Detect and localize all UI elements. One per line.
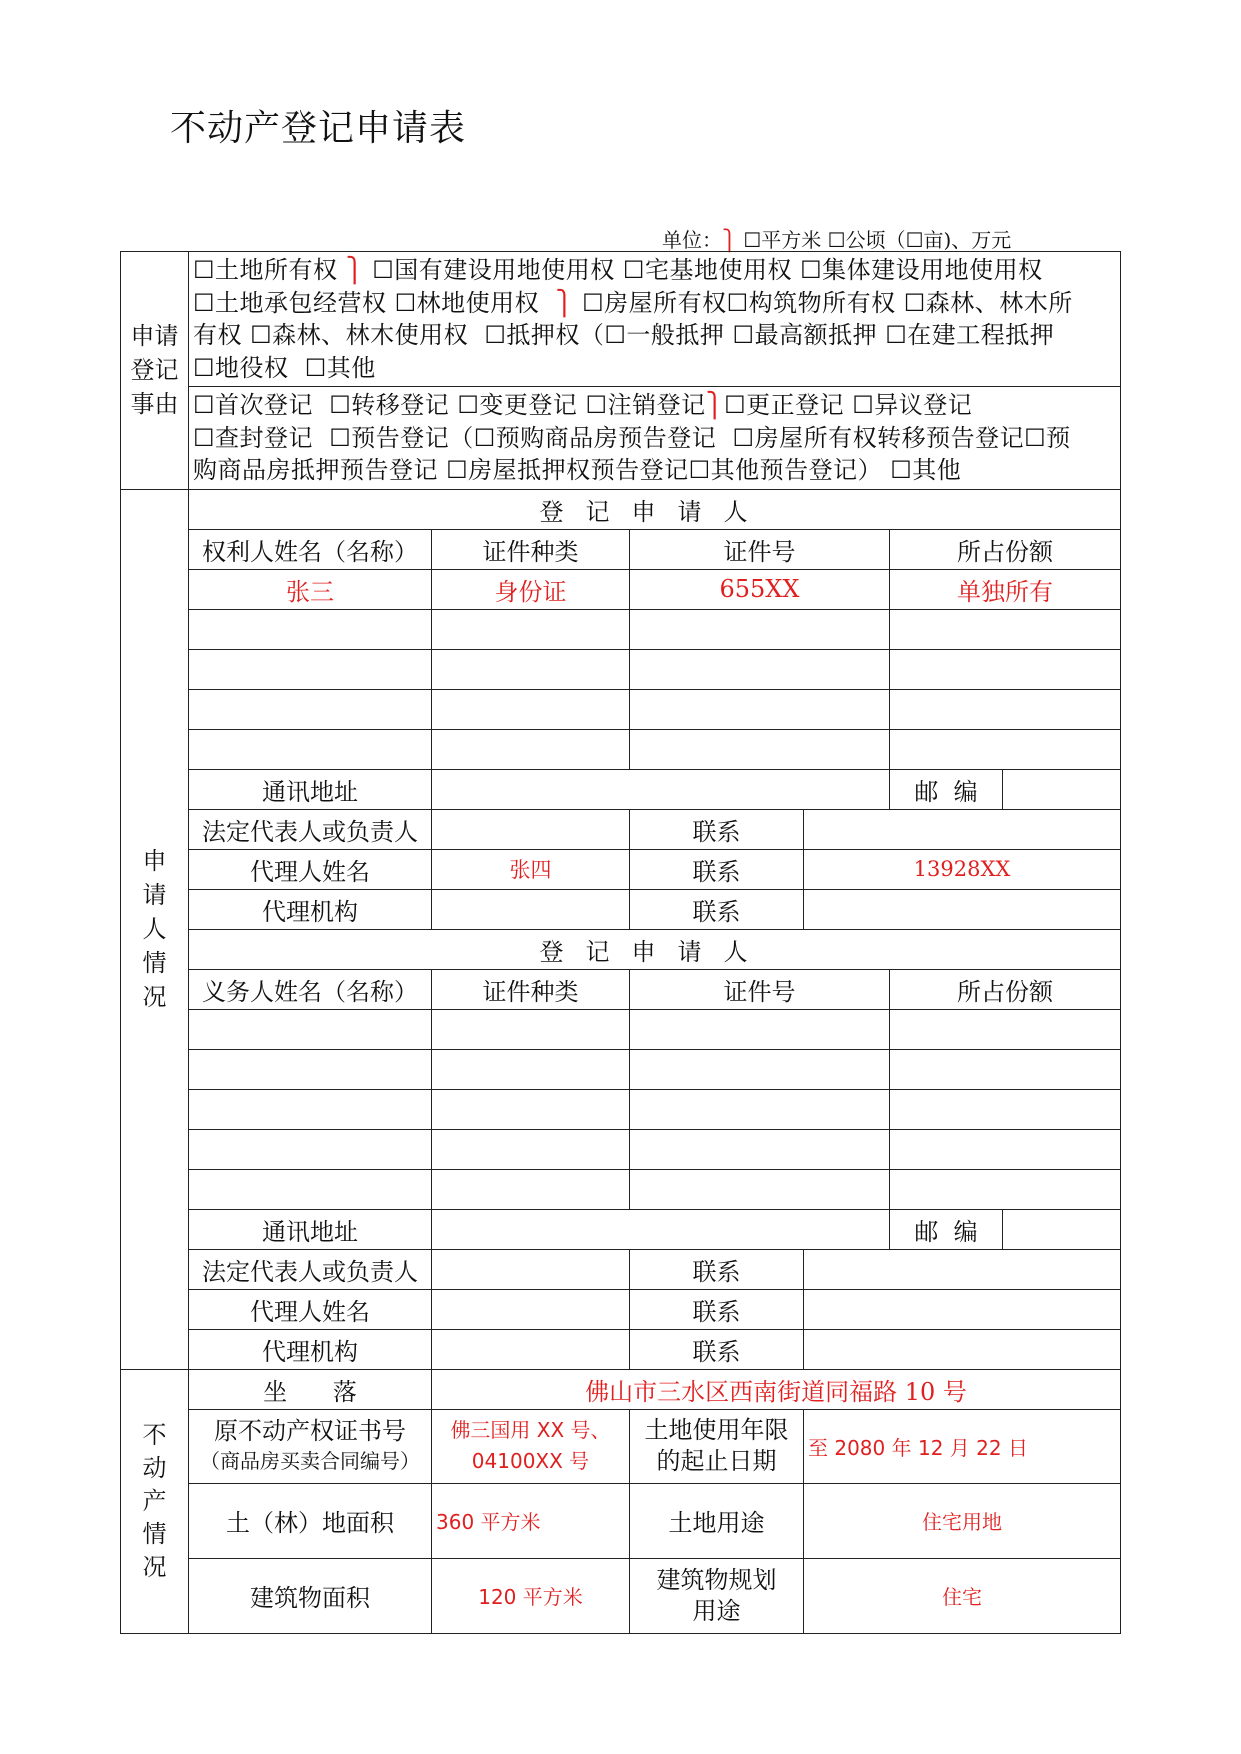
unit-mark: ⎫ [722,228,737,252]
page-title: 不动产登记申请表 [170,108,467,149]
postcode-label: 邮 编 [890,1209,1003,1249]
col-header-id-number: 证件号 [630,529,890,569]
location-label: 坐 落 [189,1369,432,1409]
holder-id-type-cell[interactable] [432,689,630,729]
obligor-id-type-cell[interactable] [432,1009,630,1049]
land-term-value[interactable]: 至 2080 年 12 月 22 日 [804,1409,1121,1483]
contact-label: 联系 [630,889,804,929]
postcode-label: 邮 编 [890,769,1003,809]
cert-number-value[interactable]: 佛三国用 XX 号、 04100XX 号 [432,1409,630,1483]
option-text[interactable]: ☐更正登记 ☐异议登记 [724,391,973,419]
building-use-value[interactable]: 住宅 [804,1558,1121,1633]
agent-label: 代理人姓名 [189,1289,432,1329]
cert-number-label: 原不动产权证书号 （商品房买卖合同编号） [189,1409,432,1483]
holder-id-type-cell[interactable] [432,649,630,689]
obligor-share-cell[interactable] [890,1049,1121,1089]
agency-label: 代理机构 [189,1329,432,1369]
contact-label: 联系 [630,849,804,889]
obligor-name-cell[interactable] [189,1049,432,1089]
building-area-value[interactable]: 120 平方米 [432,1558,630,1633]
table-row [121,1089,1121,1129]
option-text[interactable]: 购商品房抵押预告登记 ☐房屋抵押权预告登记☐其他预告登记） ☐其他 [193,456,962,484]
legal-rep-label: 法定代表人或负责人 [189,809,432,849]
agent-phone-field[interactable] [804,1289,1121,1329]
holder-id-type-cell[interactable] [432,609,630,649]
option-text[interactable]: ☐土地所有权 [193,256,338,284]
table-row [121,609,1121,649]
holder-id-number-cell[interactable] [630,689,890,729]
unit-prefix: 单位： [662,228,722,252]
holder-id-number-cell[interactable]: 655XX [630,569,890,609]
holder-id-number-cell[interactable] [630,649,890,689]
holder-id-type-cell[interactable]: 身份证 [432,569,630,609]
obligor-id-number-cell[interactable] [630,1129,890,1169]
contact-field[interactable] [804,809,1121,849]
holder-share-cell[interactable] [890,649,1121,689]
registration-type-option-line[interactable] [193,389,1116,422]
obligor-share-cell[interactable] [890,1089,1121,1129]
option-text[interactable]: ☐查封登记 ☐预告登记（☐预购商品房预告登记 ☐房屋所有权转移预告登记☐预 [193,423,1071,452]
contact-label: 联系 [630,1329,804,1369]
obligor-id-type-cell[interactable] [432,1049,630,1089]
table-row [121,1169,1121,1209]
obligor-share-cell[interactable] [890,1129,1121,1169]
agency-contact-field[interactable] [804,1329,1121,1369]
table-row [121,689,1121,729]
table-row [121,1129,1121,1169]
col-header-id-number: 证件号 [630,969,890,1009]
holder-name-cell[interactable]: 张三 [189,569,432,609]
reason-label: 申请 登记 事由 [121,252,189,490]
obligor-share-cell[interactable] [890,1169,1121,1209]
obligor-header: 登记申请人 [189,929,1121,969]
agency-contact-field[interactable] [804,889,1121,929]
unit-options[interactable]: ☐平方米 ☐公顷（☐亩)、万元 [737,228,1012,252]
contact-field[interactable] [804,1249,1121,1289]
holder-id-number-cell[interactable] [630,729,890,769]
holder-name-cell[interactable] [189,729,432,769]
holder-id-type-cell[interactable] [432,729,630,769]
table-row [121,729,1121,769]
obligor-id-number-cell[interactable] [630,1089,890,1129]
option-text[interactable]: ☐首次登记 ☐转移登记 ☐变更登记 ☐注销登记 [193,391,706,419]
postcode-field[interactable] [1003,1209,1121,1249]
agency-field[interactable] [432,889,630,929]
rights-option-line[interactable] [193,287,1116,320]
land-term-label: 土地使用年限 的起止日期 [630,1409,804,1483]
holder-share-cell[interactable] [890,609,1121,649]
holder-name-cell[interactable] [189,689,432,729]
building-use-label: 建筑物规划 用途 [630,1558,804,1633]
registration-type-option-line[interactable] [193,454,1116,487]
obligor-id-type-cell[interactable] [432,1169,630,1209]
option-text[interactable]: ☐国有建设用地使用权 ☐宅基地使用权 ☐集体建设用地使用权 [372,256,1043,284]
rights-option-line[interactable] [193,352,1116,385]
land-area-value[interactable]: 360 平方米 [432,1483,630,1558]
col-header-id-type: 证件种类 [432,529,630,569]
applicant-section-label: 申 请 人 情 况 [121,489,189,1369]
agency-label: 代理机构 [189,889,432,929]
unit-line [662,224,1011,253]
col-header-holder-name: 权利人姓名（名称） [189,529,432,569]
holder-name-cell[interactable] [189,609,432,649]
rights-type-options[interactable] [189,252,1121,387]
obligor-name-cell[interactable] [189,1009,432,1049]
rights-option-line[interactable] [193,254,1116,287]
table-row [121,569,1121,609]
holder-name-cell[interactable] [189,649,432,689]
option-text[interactable]: 有权 ☐森林、林木使用权 ☐抵押权（☐一般抵押 ☐最高额抵押 ☐在建工程抵押 [193,321,1055,349]
holder-id-number-cell[interactable] [630,609,890,649]
red-mark: ⎫ [547,288,583,317]
col-header-share: 所占份额 [890,529,1121,569]
holder-share-cell[interactable]: 单独所有 [890,569,1121,609]
contact-label: 联系 [630,809,804,849]
table-row [121,1049,1121,1089]
registration-type-options[interactable] [189,387,1121,490]
col-header-obligor-name: 义务人姓名（名称） [189,969,432,1009]
building-area-label: 建筑物面积 [189,1558,432,1633]
land-area-label: 土（林）地面积 [189,1483,432,1558]
contact-label: 联系 [630,1249,804,1289]
holder-share-cell[interactable] [890,689,1121,729]
obligor-id-type-cell[interactable] [432,1089,630,1129]
red-mark: ⎫ [337,256,373,284]
address-field[interactable] [432,769,890,809]
right-holder-header: 登记申请人 [189,489,1121,529]
location-value[interactable]: 佛山市三水区西南街道同福路 10 号 [432,1369,1121,1409]
postcode-field[interactable] [1003,769,1121,809]
table-row [121,1009,1121,1049]
legal-rep-label: 法定代表人或负责人 [189,1249,432,1289]
obligor-name-cell[interactable] [189,1169,432,1209]
registration-type-option-line[interactable] [193,422,1116,455]
address-label: 通讯地址 [189,1209,432,1249]
agent-name-field[interactable]: 张四 [432,849,630,889]
rights-option-line[interactable] [193,319,1116,352]
obligor-share-cell[interactable] [890,1009,1121,1049]
option-text[interactable]: ☐地役权 ☐其他 [193,353,376,382]
agent-name-field[interactable] [432,1289,630,1329]
land-use-value[interactable]: 住宅用地 [804,1483,1121,1558]
contact-label: 联系 [630,1289,804,1329]
property-section-label: 不 动 产 情 况 [121,1369,189,1633]
obligor-id-number-cell[interactable] [630,1169,890,1209]
agent-phone-field[interactable]: 13928XX [804,849,1121,889]
red-mark: ⎫ [705,391,725,419]
option-text[interactable]: ☐土地承包经营权 ☐林地使用权 [193,288,548,317]
col-header-share: 所占份额 [890,969,1121,1009]
obligor-id-number-cell[interactable] [630,1009,890,1049]
table-row [121,649,1121,689]
obligor-id-type-cell[interactable] [432,1129,630,1169]
land-use-label: 土地用途 [630,1483,804,1558]
obligor-name-cell[interactable] [189,1129,432,1169]
obligor-name-cell[interactable] [189,1089,432,1129]
holder-share-cell[interactable] [890,729,1121,769]
agency-field[interactable] [432,1329,630,1369]
option-text[interactable]: ☐房屋所有权☐构筑物所有权 ☐森林、林木所 [582,288,1073,317]
address-field[interactable] [432,1209,890,1249]
address-label: 通讯地址 [189,769,432,809]
legal-rep-field[interactable] [432,1249,630,1289]
obligor-id-number-cell[interactable] [630,1049,890,1089]
registration-form-table [120,251,1121,1634]
legal-rep-field[interactable] [432,809,630,849]
col-header-id-type: 证件种类 [432,969,630,1009]
agent-label: 代理人姓名 [189,849,432,889]
